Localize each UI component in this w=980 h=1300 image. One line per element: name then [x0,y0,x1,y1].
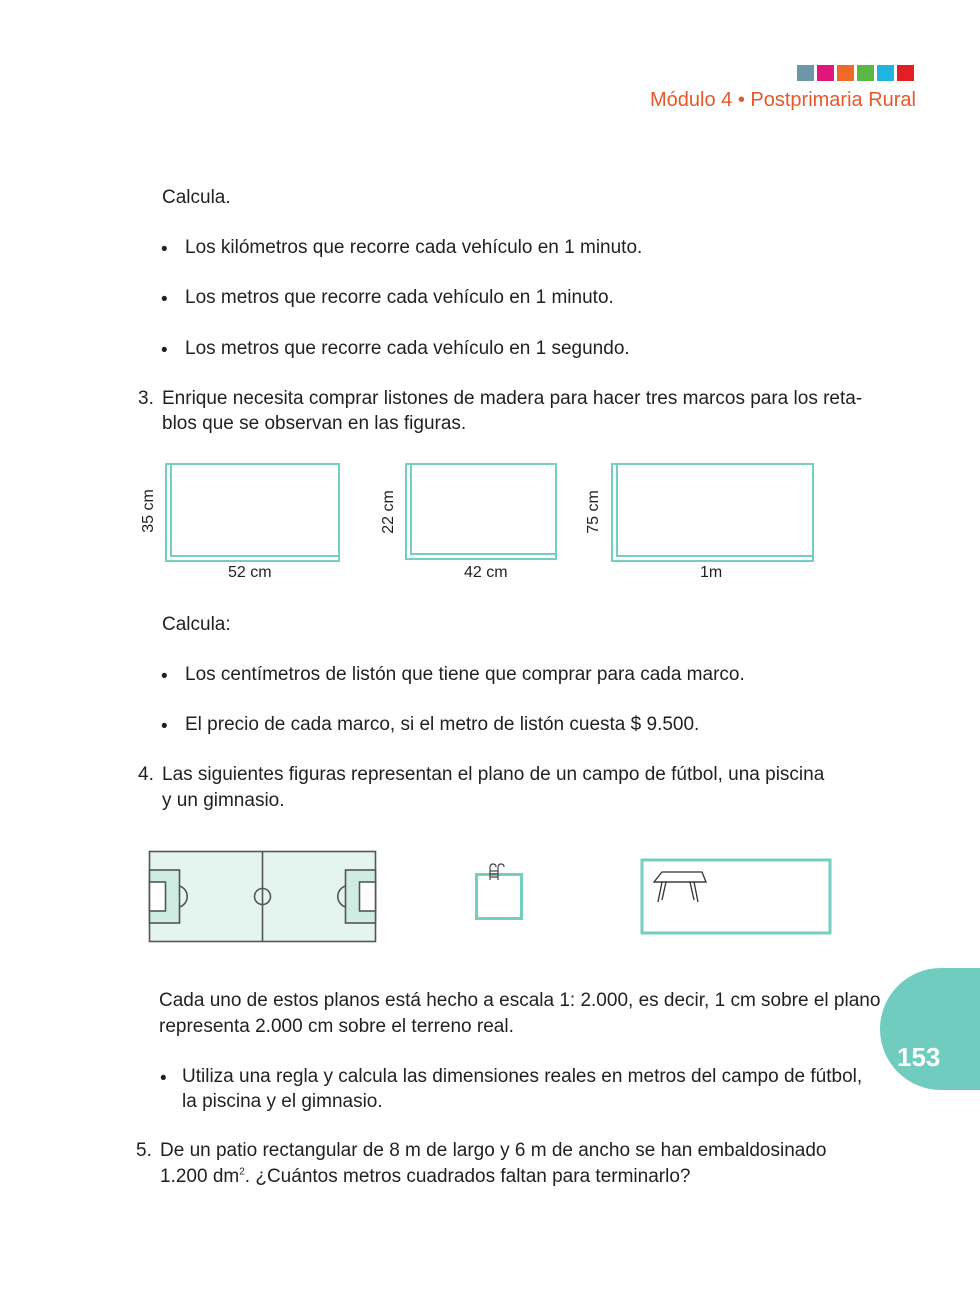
bullet-text: El precio de cada marco, si el metro de listón cuesta $ 9.500. [185,714,700,735]
bullet: • [161,716,168,737]
color-square [817,65,834,81]
color-squares [797,65,914,81]
frame-width-label: 1m [700,564,723,581]
bullet-text: la piscina y el gimnasio. [182,1091,383,1112]
color-square [877,65,894,81]
frame-width-label: 52 cm [228,564,272,581]
bullet-text: Los centímetros de listón que tiene que comprar para cada marco. [185,664,745,685]
calcula-label: Calcula: [162,614,231,635]
question-number: 3. [138,388,154,409]
bullet: • [161,289,168,310]
question-text: y un gimnasio. [162,790,285,811]
superscript: 2 [239,1166,245,1178]
question-number: 4. [138,764,154,785]
frame-width-label: 42 cm [464,564,508,581]
soccer-field-plan [148,850,378,944]
frame-height-label: 35 cm [140,489,157,533]
question-text-rest: . ¿Cuántos metros cuadrados faltan para terminarlo? [244,1166,691,1187]
color-square [837,65,854,81]
bullet: • [161,239,168,260]
bullet: • [161,340,168,361]
bullet-text: Los metros que recorre cada vehículo en 1 minuto. [185,287,614,308]
bullet: • [160,1068,167,1089]
question-text [160,1166,690,1188]
bullet-text: Utiliza una regla y calcula las dimensiones reales en metros del campo de fútbol, [182,1066,863,1087]
bullet-text: Los metros que recorre cada vehículo en 1 segundo. [185,338,630,359]
frame-inner [410,463,557,555]
question-text: blos que se observan en las figuras. [162,413,467,434]
area-value: 1.200 dm [160,1166,240,1187]
scale-text: Cada uno de estos planos está hecho a escala 1: 2.000, es decir, 1 cm sobre el plano [159,990,881,1011]
calcula-intro: Calcula. [162,187,231,208]
bullet-text: Los kilómetros que recorre cada vehículo en 1 minuto. [185,237,643,258]
color-square [857,65,874,81]
frame-height-label: 75 cm [585,490,602,534]
color-square [897,65,914,81]
gym-plan [640,858,834,936]
frame-inner [170,463,340,557]
pool-plan [474,862,526,922]
module-title: Módulo 4 • Postprimaria Rural [650,89,916,111]
frame-inner [616,463,814,557]
question-text: De un patio rectangular de 8 m de largo y 6 m de ancho se han embaldosinado [160,1140,827,1161]
bullet: • [161,666,168,687]
frame-height-label: 22 cm [380,490,397,534]
question-number: 5. [136,1140,152,1161]
question-text: Enrique necesita comprar listones de madera para hacer tres marcos para los reta- [162,388,863,409]
color-square [797,65,814,81]
question-text: Las siguientes figuras representan el plano de un campo de fútbol, una piscina [162,764,825,785]
scale-text: representa 2.000 cm sobre el terreno real. [159,1016,514,1037]
page-number: 153 [897,1042,941,1072]
